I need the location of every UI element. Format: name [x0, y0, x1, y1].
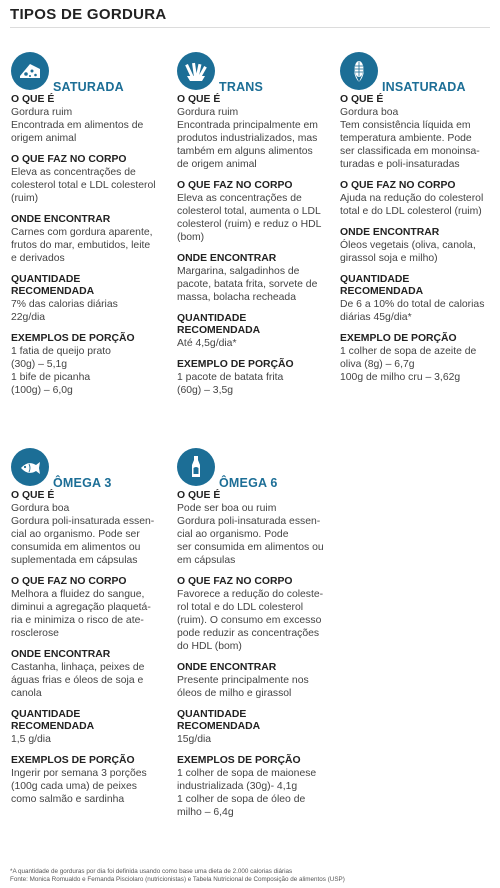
text-line: industrializada (30g)- 4,1g: [177, 781, 298, 792]
text-line: Até 4,5g/dia*: [177, 338, 237, 349]
text-line: milho – 6,4g: [177, 807, 234, 818]
text-line: Gordura poli-insaturada essen-: [11, 516, 155, 527]
section-label: ONDE ENCONTRAR: [11, 214, 111, 225]
text-line: 1 colher de sopa de azeite de: [340, 346, 477, 357]
section-label: QUANTIDADE RECOMENDADA: [11, 709, 95, 732]
section-label: QUANTIDADE RECOMENDADA: [177, 709, 261, 732]
text-line: 1 colher de sopa de maionese: [177, 768, 317, 779]
text-line: Favorece a redução do coleste-: [177, 589, 324, 600]
section-label: O QUE É: [177, 490, 221, 501]
text-line: em cápsulas: [177, 555, 236, 566]
fat-card-saturada: [11, 52, 166, 397]
corn-icon: [340, 52, 378, 90]
text-line: óleos de milho e girassol: [177, 688, 292, 699]
text-line: Eleva as concentrações de: [177, 193, 302, 204]
text-line: Ajuda na redução do colesterol: [340, 193, 484, 204]
text-line: Gordura boa: [340, 107, 399, 118]
fat-type-name: SATURADA: [53, 80, 124, 94]
text-line: massa, bolacha recheada: [177, 292, 296, 303]
fries-icon: [177, 52, 215, 90]
text-line: e derivados: [11, 253, 65, 264]
footnote-asterisk: *A quantidade de gorduras por dia foi definida usando como base uma dieta de 2.000 calorias diárias: [10, 868, 293, 875]
section-label: ONDE ENCONTRAR: [177, 253, 277, 264]
text-line: 1 colher de sopa de óleo de: [177, 794, 306, 805]
section-label: EXEMPLOS DE PORÇÃO: [11, 755, 135, 766]
fat-card-omega-3: [11, 448, 166, 806]
card-header: [11, 448, 166, 490]
section-label: ONDE ENCONTRAR: [340, 227, 440, 238]
text-line: Encontrada principalmente em: [177, 120, 318, 131]
text-line: do HDL (bom): [177, 641, 242, 652]
text-line: (30g) – 5,1g: [11, 359, 68, 370]
section-label: O QUE É: [177, 94, 221, 105]
section-label: QUANTIDADE RECOMENDADA: [177, 313, 261, 336]
fat-type-name: TRANS: [219, 80, 264, 94]
text-line: Castanha, linhaça, peixes de: [11, 662, 145, 673]
text-line: Gordura ruim: [11, 107, 73, 118]
text-line: consumida em alimentos ou: [11, 542, 141, 553]
text-line: De 6 a 10% do total de calorias: [340, 299, 485, 310]
text-line: frutos do mar, embutidos, leite: [11, 240, 151, 251]
card-header: [177, 448, 332, 490]
text-line: colesterol total, aumenta o LDL: [177, 206, 321, 217]
text-line: pacote, batata frita, sorvete de: [177, 279, 318, 290]
text-line: Gordura poli-insaturada essen-: [177, 516, 321, 527]
section-label: O QUE É: [11, 490, 55, 501]
fish-icon: [11, 448, 49, 486]
text-line: colesterol (ruim) e reduz o HDL: [177, 219, 322, 230]
text-line: 22g/dia: [11, 312, 46, 323]
text-line: produtos industrializados, mas: [177, 133, 318, 144]
text-line: Gordura boa: [11, 503, 70, 514]
text-line: 15g/dia: [177, 734, 212, 745]
card-header: [177, 52, 332, 94]
text-line: de origem animal: [177, 159, 257, 170]
section-label: EXEMPLOS DE PORÇÃO: [11, 333, 135, 344]
text-line: (bom): [177, 232, 205, 243]
text-line: águas frias e óleos de soja e: [11, 675, 144, 686]
text-line: girassol soja e milho): [340, 253, 438, 264]
section-label: O QUE FAZ NO CORPO: [11, 576, 127, 587]
text-line: Tem consistência líquida em: [340, 120, 471, 131]
fat-type-name: ÔMEGA 6: [219, 476, 278, 490]
text-line: canola: [11, 688, 42, 699]
fat-card-omega-6: [177, 448, 332, 819]
text-line: 7% das calorias diárias: [11, 299, 118, 310]
text-line: Óleos vegetais (oliva, canola,: [340, 240, 476, 251]
fat-card-insaturada: [340, 52, 495, 384]
text-line: (ruim): [11, 193, 39, 204]
text-line: cial ao organismo. Pode ser: [11, 529, 140, 540]
section-label: O QUE FAZ NO CORPO: [177, 576, 293, 587]
text-line: Encontrada em alimentos de: [11, 120, 144, 131]
text-line: cial ao organismo. Pode: [177, 529, 289, 540]
text-line: diárias 45g/dia*: [340, 312, 412, 323]
text-line: como salmão e sardinha: [11, 794, 125, 805]
fat-type-name: ÔMEGA 3: [53, 476, 112, 490]
section-label: QUANTIDADE RECOMENDADA: [340, 274, 424, 297]
footnote-source: Fonte: Monica Romualdo e Fernanda Pisciolaro (nutricionistas) e Tabela Nutricional de Composição de alimentos (USP): [10, 876, 345, 883]
text-line: total e do LDL colesterol (ruim): [340, 206, 482, 217]
text-line: ser classificada em monoinsa-: [340, 146, 480, 157]
text-line: turadas e poli-insaturadas: [340, 159, 460, 170]
section-label: ONDE ENCONTRAR: [11, 649, 111, 660]
text-line: 1,5 g/dia: [11, 734, 51, 745]
text-line: suplementada em cápsulas: [11, 555, 138, 566]
text-line: temperatura ambiente. Pode: [340, 133, 472, 144]
card-header: [11, 52, 166, 94]
section-label: EXEMPLO DE PORÇÃO: [177, 359, 294, 370]
text-line: 1 bife de picanha: [11, 372, 91, 383]
text-line: ria e minimiza o risco de ate-: [11, 615, 144, 626]
text-line: rol total e do LDL colesterol: [177, 602, 304, 613]
text-line: 100g de milho cru – 3,62g: [340, 372, 461, 383]
text-line: (60g) – 3,5g: [177, 385, 234, 396]
text-line: Melhora a fluidez do sangue,: [11, 589, 145, 600]
text-line: colesterol total e LDL colesterol: [11, 180, 156, 191]
text-line: pode reduzir as concentrações: [177, 628, 320, 639]
page-title: TIPOS DE GORDURA: [10, 6, 167, 23]
text-line: também em alguns alimentos: [177, 146, 313, 157]
text-line: origem animal: [11, 133, 77, 144]
section-label: EXEMPLO DE PORÇÃO: [340, 333, 457, 344]
text-line: (100g) – 6,0g: [11, 385, 73, 396]
section-label: O QUE FAZ NO CORPO: [340, 180, 456, 191]
text-line: Eleva as concentrações de: [11, 167, 136, 178]
text-line: 1 fatia de queijo prato: [11, 346, 111, 357]
section-label: EXEMPLOS DE PORÇÃO: [177, 755, 301, 766]
cheese-icon: [11, 52, 49, 90]
section-label: QUANTIDADE RECOMENDADA: [11, 274, 95, 297]
section-label: O QUE FAZ NO CORPO: [177, 180, 293, 191]
text-line: Pode ser boa ou ruim: [177, 503, 277, 514]
text-line: Presente principalmente nos: [177, 675, 309, 686]
text-line: Margarina, salgadinhos de: [177, 266, 300, 277]
fat-card-trans: [177, 52, 332, 397]
card-header: [340, 52, 495, 94]
text-line: 1 pacote de batata frita: [177, 372, 284, 383]
text-line: (100g cada uma) de peixes: [11, 781, 137, 792]
text-line: Gordura ruim: [177, 107, 239, 118]
section-label: O QUE É: [11, 94, 55, 105]
text-line: Ingerir por semana 3 porções: [11, 768, 147, 779]
text-line: oliva (8g) – 6,7g: [340, 359, 415, 370]
section-label: ONDE ENCONTRAR: [177, 662, 277, 673]
section-label: O QUE É: [340, 94, 384, 105]
text-line: (ruim). O consumo em excesso: [177, 615, 322, 626]
title-divider: [10, 27, 490, 28]
fat-type-name: INSATURADA: [382, 80, 466, 94]
oil-bottle-icon: [177, 448, 215, 486]
text-line: ser consumida em alimentos ou: [177, 542, 324, 553]
text-line: Carnes com gordura aparente,: [11, 227, 153, 238]
section-label: O QUE FAZ NO CORPO: [11, 154, 127, 165]
text-line: diminui a agregação plaquetá-: [11, 602, 151, 613]
text-line: rosclerose: [11, 628, 59, 639]
